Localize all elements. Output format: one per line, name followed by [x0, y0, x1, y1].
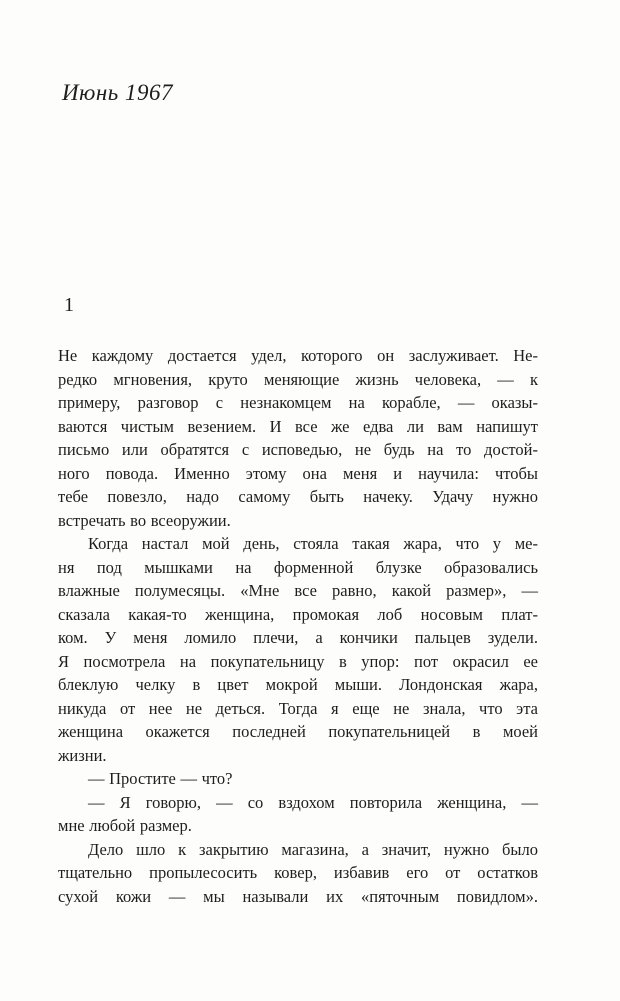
text-line: Дело шло к закрытию магазина, а значит, нужно было [88, 839, 538, 859]
text-line: ком. У меня ломило плечи, а кончики пальцев зудели. [58, 628, 538, 647]
text-line: никуда от нее не деться. Тогда я еще не знала, что эта [58, 698, 538, 718]
text-line: ня под мышками на форменной блузке образовались [58, 557, 538, 577]
text-line: тебе повезло, надо самому быть начеку. Удачу нужно [58, 487, 538, 506]
body-text [58, 344, 538, 908]
text-line: жизни. [58, 745, 107, 765]
text-line: тщательно пропылесосить ковер, избавив его от остатков [58, 863, 538, 882]
text-line: редко мгновения, круто меняющие жизнь человека, — к [58, 369, 538, 389]
text-line: ного повода. Именно этому она меня и научила: чтобы [58, 463, 538, 483]
text-line: Не каждому достается удел, которого он заслуживает. Не- [58, 346, 538, 365]
text-line: блеклую челку в цвет мокрой мыши. Лондонская жара, [58, 675, 538, 694]
text-line: встречать во всеоружии. [58, 510, 231, 530]
text-line: — Простите — что? [88, 769, 233, 788]
text-line: — Я говорю, — со вздохом повторила женщина, — [88, 792, 538, 812]
date-heading: Июнь 1967 [62, 80, 173, 105]
text-line: примеру, разговор с незнакомцем на корабле, — оказы- [58, 393, 538, 412]
text-line: женщина окажется последней покупательницей в моей [58, 722, 538, 741]
text-line: влажные полумесяцы. «Мне все равно, какой размер», — [58, 581, 538, 600]
text-line: Я посмотрела на покупательницу в упор: пот окрасил ее [58, 651, 538, 671]
text-line: Когда настал мой день, стояла такая жара, что у ме- [88, 534, 538, 553]
text-line: сказала какая-то женщина, промокая лоб носовым плат- [58, 604, 538, 624]
text-line: сухой кожи — мы называли их «пяточным повидлом». [58, 886, 538, 906]
chapter-number: 1 [64, 294, 74, 316]
text-line: письмо или обратятся с исповедью, не будь на то достой- [58, 440, 538, 459]
text-line: мне любой размер. [58, 816, 192, 835]
text-line: ваются чистым везением. И все же едва ли вам напишут [58, 416, 538, 436]
